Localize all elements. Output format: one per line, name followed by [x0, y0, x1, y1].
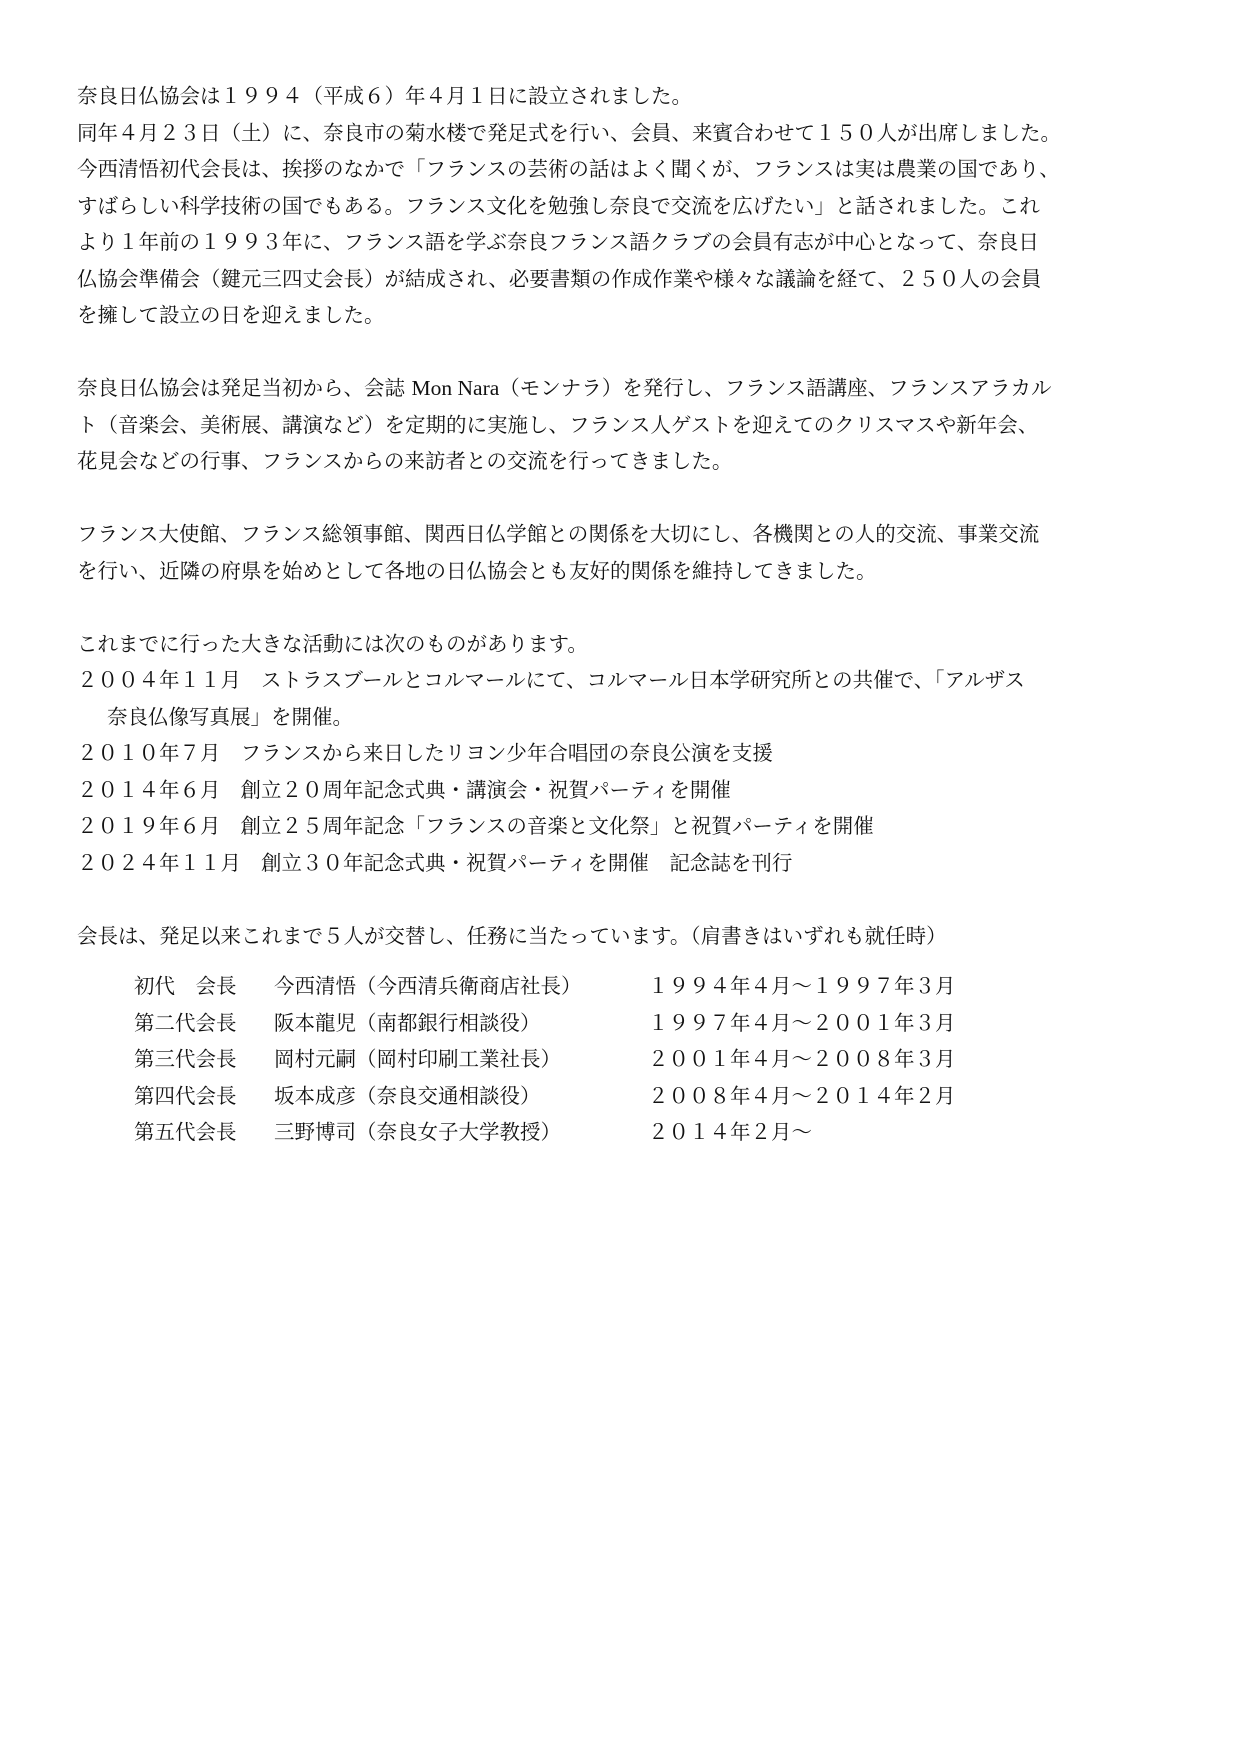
monnara-line [77, 370, 1177, 407]
president-row [134, 1005, 1177, 1042]
activity-item [77, 808, 1177, 845]
intro-line: を擁して設立の日を迎えました。 [77, 303, 385, 327]
activity-text: フランスから来日したリヨン少年合唱団の奈良公演を支援 [240, 741, 773, 765]
president-term: ２００１年４月～２００８年３月 [648, 1047, 956, 1071]
activity-date: ２０１４年６月 [77, 777, 221, 802]
activity-text: ストラスブールとコルマールにて、コルマール日本学研究所との共催で、「アルザス [261, 668, 1025, 692]
activity-date: ２０１９年６月 [77, 814, 221, 838]
monnara-line: ト（音楽会、美術展、講演など）を定期的に実施し、フランス人ゲストを迎えてのクリスマスや新年会、 [77, 412, 1039, 437]
monnara-paragraph [77, 370, 1177, 480]
president-term: ２０１４年２月～ [648, 1120, 812, 1144]
president-row [134, 1041, 1177, 1078]
intro-line: 仏協会準備会（鍵元三四丈会長）が結成され、必要書類の作成作業や様々な議論を経て、２５０人の会員 [77, 266, 1042, 291]
intro-line: 奈良日仏協会は１９９４（平成６）年４月１日に設立されました。 [77, 84, 692, 108]
presidents-list [134, 968, 1177, 1151]
relations-paragraph [77, 516, 1177, 589]
president-name: 岡村元嗣（岡村印刷工業社長） [274, 1047, 561, 1071]
intro-line: より１年前の１９９３年に、フランス語を学ぶ奈良フランス語クラブの会員有志が中心となって、奈良日 [77, 230, 1039, 254]
president-row [134, 968, 1177, 1005]
activity-text: 創立３０年記念式典・祝賀パーティを開催 記念誌を刊行 [261, 850, 793, 875]
intro-line: 今西清悟初代会長は、挨拶のなかで「フランスの芸術の話はよく聞くが、フランスは実は農業の国であり、 [77, 157, 1060, 181]
president-name: 坂本成彦（奈良交通相談役） [274, 1083, 541, 1108]
presidents-heading: 会長は、発足以来これまで５人が交替し、任務に当たっています。（肩書きはいずれも就任時） [77, 923, 947, 948]
president-name: 今西清悟（今西清兵衛商店社長） [274, 974, 582, 998]
monnara-line-end: （モンナラ）を発行し、フランス語講座、フランスアラカル [499, 376, 1052, 400]
president-row [134, 1078, 1177, 1115]
president-name: 三野博司（奈良女子大学教授） [274, 1120, 561, 1144]
intro-line: すばらしい科学技術の国でもある。フランス文化を勉強し奈良で交流を広げたい」と話されました。これ [77, 193, 1040, 218]
president-title: 第四代会長 [134, 1083, 237, 1108]
intro-line: 同年４月２３日（土）に、奈良市の菊水楼で発足式を行い、会員、来賓合わせて１５０人が出席しました。 [77, 120, 1061, 145]
activity-item [77, 772, 1177, 809]
president-row [134, 1114, 1177, 1151]
activity-item [77, 735, 1177, 772]
monnara-line-start: 奈良日仏協会は発足当初から、会誌 [77, 376, 412, 400]
activity-text-continued: 奈良仏像写真展」を開催。 [107, 704, 353, 729]
president-term: １９９４年４月～１９９７年３月 [648, 974, 956, 998]
president-title: 第二代会長 [134, 1010, 237, 1035]
activity-date: ２０１０年７月 [77, 741, 221, 765]
president-title: 第三代会長 [134, 1047, 237, 1071]
activity-date: ２０２４年１１月 [77, 850, 241, 875]
relations-line: を行い、近隣の府県を始めとして各地の日仏協会とも友好的関係を維持してきました。 [77, 558, 877, 583]
president-title: 第五代会長 [134, 1120, 237, 1144]
activities-section [77, 626, 1177, 882]
activity-item [77, 662, 1177, 699]
relations-line: フランス大使館、フランス総領事館、関西日仏学館との関係を大切にし、各機関との人的交流、事業交流 [77, 522, 1040, 546]
president-term: ２００８年４月～２０１４年２月 [648, 1083, 956, 1108]
intro-paragraph [77, 78, 1177, 334]
document-body [77, 78, 1177, 1151]
activity-date: ２００４年１１月 [77, 668, 241, 692]
activity-text: 創立２５周年記念「フランスの音楽と文化祭」と祝賀パーティを開催 [240, 814, 874, 838]
monnara-line: 花見会などの行事、フランスからの来訪者との交流を行ってきました。 [77, 449, 733, 473]
president-term: １９９７年４月～２００１年３月 [648, 1010, 956, 1035]
activity-text: 創立２０周年記念式典・講演会・祝賀パーティを開催 [240, 777, 731, 802]
activities-heading: これまでに行った大きな活動には次のものがあります。 [77, 631, 588, 656]
president-title: 初代 会長 [134, 974, 237, 998]
magazine-title: Mon Nara [411, 376, 500, 400]
activity-item [77, 845, 1177, 882]
president-name: 阪本龍児（南都銀行相談役） [274, 1010, 541, 1035]
